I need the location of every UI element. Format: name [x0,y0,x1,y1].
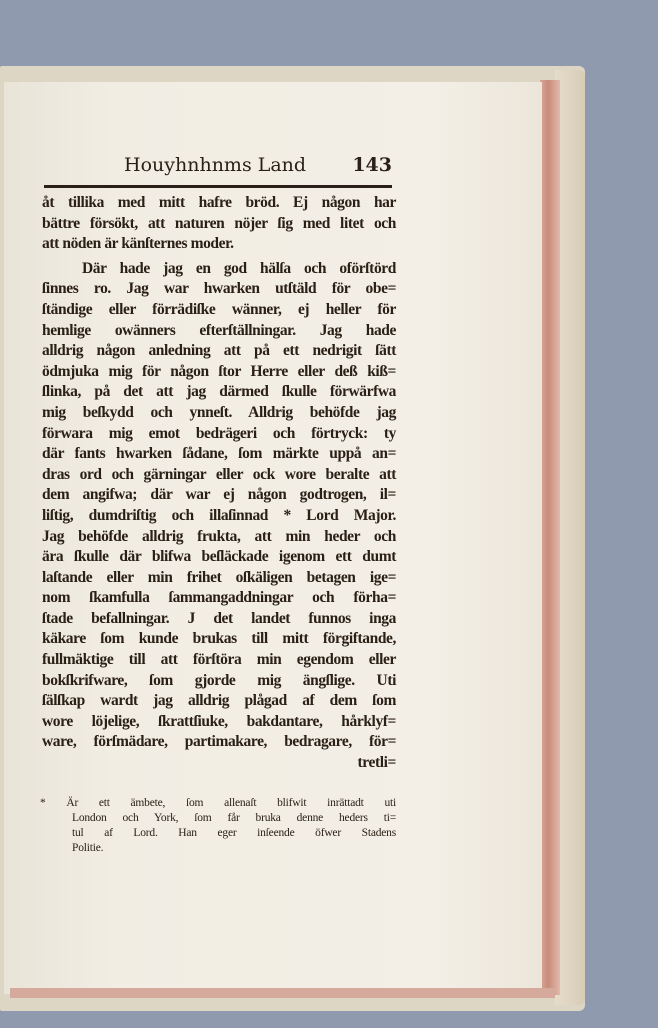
header-rule [44,185,392,188]
page-bottom-edge [10,988,555,998]
text-line: ära ſkulle där blifwa beſläckade igenom ett dumt [42,548,396,566]
header-title: Houyhnhnms Land [124,154,307,176]
text-line: mig beſkydd och ynneſt. Alldrig behöfde jag [42,403,396,421]
text-line: ſälſkap wardt jag alldrig plågad af dem ſom [42,692,396,710]
text-line: dras ord och gärningar eller ock wore beralte att [42,465,396,483]
footnote-line: tul af Lord. Han eger inſeende öfwer Stadens [72,827,396,839]
text-line: ware, förſmädare, partimakare, bedragare, för= [42,733,396,751]
text-line: laſtande eller min frihet oſkäligen betagen ige= [42,568,396,586]
text-line: ödmjuka mig för någon ſtor Herre eller deß kiß= [42,362,396,380]
page-number: 143 [352,154,392,176]
text-line: där fants hwarken ſådane, ſom märkte uppå an= [42,445,396,463]
footnote-line: Politie. [72,842,104,854]
text-line: Jag behöfde alldrig frukta, att min heder och [42,527,396,545]
text-line: tretli= [357,754,396,772]
text-line: Där hade jag en god hälſa och oförſtörd [82,259,396,277]
page-edges [540,80,560,995]
text-line: ſtade befallningar. J det landet funnos inga [42,609,396,627]
text-line: hemlige owänners efterſtällningar. Jag hade [42,321,396,339]
footnote-line: London och York, ſom får bruka denne heders ti= [72,812,396,824]
text-line: ſtändige eller förrädiſke wänner, ej heller för [42,300,396,318]
footnote-line: * Är ett ämbete, ſom allenaſt blifwit inrättadt uti [40,797,396,809]
text-line: bokſkrifware, ſom gjorde mig ängſlige. Uti [42,671,396,689]
text-line: fullmäktige till att förſtöra min egendom eller [42,651,396,669]
text-line: ſinnes ro. Jag war hwarken utſtäld för obe= [42,280,396,298]
text-line: liſtig, dumdriſtig och illaſinnad * Lord Major. [42,506,396,524]
text-line: nom ſkamfulla ſammangaddningar och förha= [42,589,396,607]
text-line: åt tillika med mitt hafre bröd. Ej någon har [42,194,396,211]
body-text [42,193,396,774]
running-header [42,154,394,180]
text-line: förwara mig emot bedrägeri och förtryck: ty [42,424,396,442]
text-line: dem angifwa; där war ej någon godtrogen, il= [42,486,396,504]
text-line: bättre försökt, att naturen nöjer ſig med litet och [42,214,396,232]
footnote [40,796,396,856]
text-line: ſlinka, på det att jag därmed ſkulle förwärfwa [42,383,396,401]
text-line: käkare ſom kunde brukas till mitt förgiftande, [42,630,396,648]
text-line: alldrig någon anledning att på ett nedrigit ſätt [42,342,396,360]
text-line: att nöden är känſternes moder. [42,235,234,253]
text-line: wore löjelige, ſkrattſiuke, bakdantare, hårklyf= [42,712,396,730]
